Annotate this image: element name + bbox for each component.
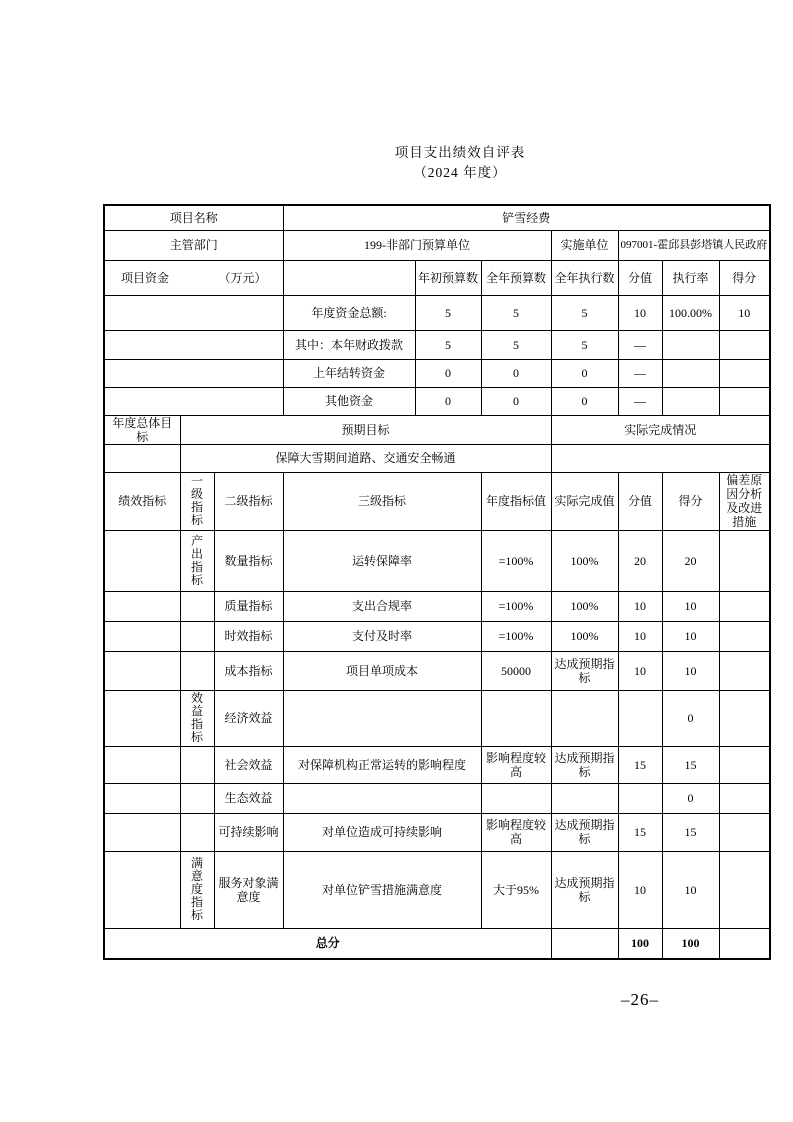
indicator-target-cell xyxy=(481,783,551,813)
indicator-score-cell: 10 xyxy=(662,621,719,651)
indicator-level1-cell xyxy=(180,530,214,591)
indicator-target-cell xyxy=(481,690,551,746)
indicator-score-cell: 10 xyxy=(662,851,719,928)
funding-executed-cell: 5 xyxy=(551,295,618,330)
indicator-score-cell: 10 xyxy=(662,651,719,690)
actual-header-cell: 实际完成值 xyxy=(551,472,618,530)
indicator-level1-cell xyxy=(180,690,214,746)
project-name-label-cell: 项目名称 xyxy=(104,205,283,230)
indicator-deviation-cell xyxy=(719,813,770,851)
funding-row xyxy=(104,330,770,359)
funding-executed-cell: 0 xyxy=(551,359,618,387)
funding-annual-cell: 0 xyxy=(481,387,551,415)
funding-label-cell xyxy=(104,260,283,295)
indicator-actual-cell: 100% xyxy=(551,530,618,591)
level2-header-cell: 二级指标 xyxy=(214,472,283,530)
funding-row-label-cell: 其他资金 xyxy=(283,387,415,415)
indicator-actual-cell: 达成预期指标 xyxy=(551,651,618,690)
level1-vertical-label: 产出指标 xyxy=(190,533,203,587)
indicator-target-cell: 大于95% xyxy=(481,851,551,928)
indicator-weight-cell: 15 xyxy=(618,813,662,851)
funding-blank-cell xyxy=(104,387,283,415)
funding-annual-cell: 5 xyxy=(481,295,551,330)
annual-goal-blank-cell xyxy=(104,444,180,472)
indicator-score-cell: 15 xyxy=(662,746,719,783)
funding-executed-cell: 5 xyxy=(551,330,618,359)
indicator-level2-cell: 数量指标 xyxy=(214,530,283,591)
indicator-weight-cell: 10 xyxy=(618,851,662,928)
indicator-level3-cell: 对保障机构正常运转的影响程度 xyxy=(283,746,481,783)
indicator-actual-cell: 达成预期指标 xyxy=(551,851,618,928)
indicator-level3-cell: 项目单项成本 xyxy=(283,651,481,690)
indicator-weight-cell: 10 xyxy=(618,591,662,621)
level3-header-cell: 三级指标 xyxy=(283,472,481,530)
indicator-target-cell: 影响程度较高 xyxy=(481,746,551,783)
indicator-row xyxy=(104,813,770,851)
funding-initial-cell: 0 xyxy=(415,387,481,415)
indicator-perf-cell xyxy=(104,621,180,651)
indicator-row xyxy=(104,530,770,591)
funding-score-cell xyxy=(719,359,770,387)
funding-weight-cell: — xyxy=(618,359,662,387)
indicator-level3-cell: 支出合规率 xyxy=(283,591,481,621)
indicator-level3-cell: 对单位造成可持续影响 xyxy=(283,813,481,851)
indicator-score-cell: 0 xyxy=(662,690,719,746)
indicator-perf-cell xyxy=(104,746,180,783)
page-number: –26– xyxy=(621,990,659,1009)
funding-initial-cell: 5 xyxy=(415,295,481,330)
indicator-actual-cell xyxy=(551,783,618,813)
impl-unit-value-cell: 097001-霍邱县彭塔镇人民政府 xyxy=(618,230,770,260)
actual-completion-value-cell xyxy=(551,444,770,472)
funding-weight-cell: — xyxy=(618,387,662,415)
indicator-actual-cell xyxy=(551,690,618,746)
indicator-score-cell: 20 xyxy=(662,530,719,591)
indicator-weight-cell: 20 xyxy=(618,530,662,591)
funding-score-cell xyxy=(719,387,770,415)
indicator-weight-cell: 10 xyxy=(618,621,662,651)
indicator-perf-cell xyxy=(104,783,180,813)
funding-rate-cell xyxy=(662,387,719,415)
indicator-perf-cell xyxy=(104,690,180,746)
initial-budget-header-cell: 年初预算数 xyxy=(415,260,481,295)
level1-header-label: 一级指标 xyxy=(190,474,203,527)
indicator-level2-cell: 社会效益 xyxy=(214,746,283,783)
funding-initial-cell: 0 xyxy=(415,359,481,387)
indicator-deviation-cell xyxy=(719,621,770,651)
funding-row-label-cell: 上年结转资金 xyxy=(283,359,415,387)
funding-weight-cell: — xyxy=(618,330,662,359)
actual-completion-header-cell: 实际完成情况 xyxy=(551,415,770,444)
indicator-target-cell: =100% xyxy=(481,530,551,591)
title-block xyxy=(155,143,765,183)
indicator-level3-cell xyxy=(283,690,481,746)
total-row xyxy=(104,928,770,959)
indicator-target-cell: =100% xyxy=(481,591,551,621)
indicator-level2-cell: 生态效益 xyxy=(214,783,283,813)
project-name-value-cell: 铲雪经费 xyxy=(283,205,770,230)
indicator-actual-cell: 达成预期指标 xyxy=(551,746,618,783)
expected-goal-header-cell: 预期目标 xyxy=(180,415,551,444)
indicator-weight-cell: 10 xyxy=(618,651,662,690)
funding-initial-cell: 5 xyxy=(415,330,481,359)
indicator-level1-cell xyxy=(180,591,214,621)
score-header-cell: 得分 xyxy=(719,260,770,295)
indicator-actual-cell: 达成预期指标 xyxy=(551,813,618,851)
indicator-weight-cell xyxy=(618,783,662,813)
total-weight-cell: 100 xyxy=(618,928,662,959)
annual-goal-label-cell: 年度总体目标 xyxy=(104,415,180,444)
ind-weight-header-cell: 分值 xyxy=(618,472,662,530)
funding-row xyxy=(104,295,770,330)
indicator-level2-cell: 服务对象满意度 xyxy=(214,851,283,928)
level1-vertical-label: 满意度指标 xyxy=(190,856,203,922)
indicator-perf-cell xyxy=(104,851,180,928)
indicator-weight-cell xyxy=(618,690,662,746)
funding-blank-header-cell xyxy=(283,260,415,295)
indicator-level1-cell xyxy=(180,621,214,651)
indicator-perf-cell xyxy=(104,651,180,690)
indicator-row xyxy=(104,783,770,813)
funding-score-cell xyxy=(719,330,770,359)
indicator-actual-cell: 100% xyxy=(551,621,618,651)
indicator-score-cell: 0 xyxy=(662,783,719,813)
indicator-level2-cell: 质量指标 xyxy=(214,591,283,621)
funding-row-label-cell: 其中：本年财政拨款 xyxy=(283,330,415,359)
executed-header-cell: 全年执行数 xyxy=(551,260,618,295)
weight-header-cell: 分值 xyxy=(618,260,662,295)
perf-indicator-header-cell: 绩效指标 xyxy=(104,472,180,530)
indicator-row xyxy=(104,621,770,651)
indicator-target-cell: 50000 xyxy=(481,651,551,690)
funding-executed-cell: 0 xyxy=(551,387,618,415)
indicator-deviation-cell xyxy=(719,651,770,690)
funding-row-label-cell: 年度资金总额: xyxy=(283,295,415,330)
indicator-deviation-cell xyxy=(719,530,770,591)
funding-blank-cell xyxy=(104,295,283,330)
total-label-cell: 总分 xyxy=(104,928,551,959)
total-deviation-cell xyxy=(719,928,770,959)
expected-goal-value-cell: 保障大雪期间道路、交通安全畅通 xyxy=(180,444,551,472)
indicator-level1-cell xyxy=(180,651,214,690)
indicator-row xyxy=(104,651,770,690)
indicator-level2-cell: 可持续影响 xyxy=(214,813,283,851)
funding-row xyxy=(104,387,770,415)
funding-blank-cell xyxy=(104,330,283,359)
dept-label-cell: 主管部门 xyxy=(104,230,283,260)
indicator-score-cell: 15 xyxy=(662,813,719,851)
indicator-deviation-cell xyxy=(719,746,770,783)
indicator-level3-cell xyxy=(283,783,481,813)
indicator-row xyxy=(104,746,770,783)
funding-row xyxy=(104,359,770,387)
ind-score-header-cell: 得分 xyxy=(662,472,719,530)
dept-value-cell: 199-非部门预算单位 xyxy=(283,230,551,260)
funding-blank-cell xyxy=(104,359,283,387)
funding-annual-cell: 0 xyxy=(481,359,551,387)
funding-score-cell: 10 xyxy=(719,295,770,330)
funding-unit-label: （万元） xyxy=(218,270,267,285)
funding-weight-cell: 10 xyxy=(618,295,662,330)
funding-rate-cell xyxy=(662,359,719,387)
indicator-perf-cell xyxy=(104,813,180,851)
table-row xyxy=(104,205,770,230)
indicator-level3-cell: 对单位铲雪措施满意度 xyxy=(283,851,481,928)
indicator-target-cell: =100% xyxy=(481,621,551,651)
indicator-deviation-cell xyxy=(719,591,770,621)
indicator-level2-cell: 时效指标 xyxy=(214,621,283,651)
table-row xyxy=(104,260,770,295)
exec-rate-header-cell: 执行率 xyxy=(662,260,719,295)
indicator-level3-cell: 支付及时率 xyxy=(283,621,481,651)
indicator-perf-cell xyxy=(104,530,180,591)
indicator-deviation-cell xyxy=(719,783,770,813)
indicator-row xyxy=(104,690,770,746)
funding-rate-cell: 100.00% xyxy=(662,295,719,330)
annual-budget-header-cell: 全年预算数 xyxy=(481,260,551,295)
total-blank-cell xyxy=(551,928,618,959)
funding-rate-cell xyxy=(662,330,719,359)
indicator-target-cell: 影响程度较高 xyxy=(481,813,551,851)
indicator-deviation-cell xyxy=(719,851,770,928)
indicator-row xyxy=(104,851,770,928)
deviation-header-cell: 偏差原因分析及改进措施 xyxy=(719,472,770,530)
indicator-score-cell: 10 xyxy=(662,591,719,621)
indicator-level1-cell xyxy=(180,813,214,851)
indicator-perf-cell xyxy=(104,591,180,621)
indicator-level3-cell: 运转保障率 xyxy=(283,530,481,591)
table-row xyxy=(104,415,770,444)
indicator-level1-cell xyxy=(180,851,214,928)
indicator-actual-cell: 100% xyxy=(551,591,618,621)
indicator-row xyxy=(104,591,770,621)
level1-header-cell xyxy=(180,472,214,530)
indicator-deviation-cell xyxy=(719,690,770,746)
target-header-cell: 年度指标值 xyxy=(481,472,551,530)
impl-unit-label-cell: 实施单位 xyxy=(551,230,618,260)
indicator-level1-cell xyxy=(180,746,214,783)
indicator-level2-cell: 经济效益 xyxy=(214,690,283,746)
page-subtitle: （2024 年度） xyxy=(413,165,507,180)
total-score-cell: 100 xyxy=(662,928,719,959)
level1-vertical-label: 效益指标 xyxy=(190,691,203,744)
indicator-weight-cell: 15 xyxy=(618,746,662,783)
indicator-header-row xyxy=(104,472,770,530)
funding-label: 项目资金 xyxy=(121,270,170,285)
self-evaluation-table xyxy=(103,204,771,960)
funding-annual-cell: 5 xyxy=(481,330,551,359)
indicator-level1-cell xyxy=(180,783,214,813)
table-row xyxy=(104,444,770,472)
page-title: 项目支出绩效自评表 xyxy=(394,145,526,160)
indicator-level2-cell: 成本指标 xyxy=(214,651,283,690)
table-row xyxy=(104,230,770,260)
